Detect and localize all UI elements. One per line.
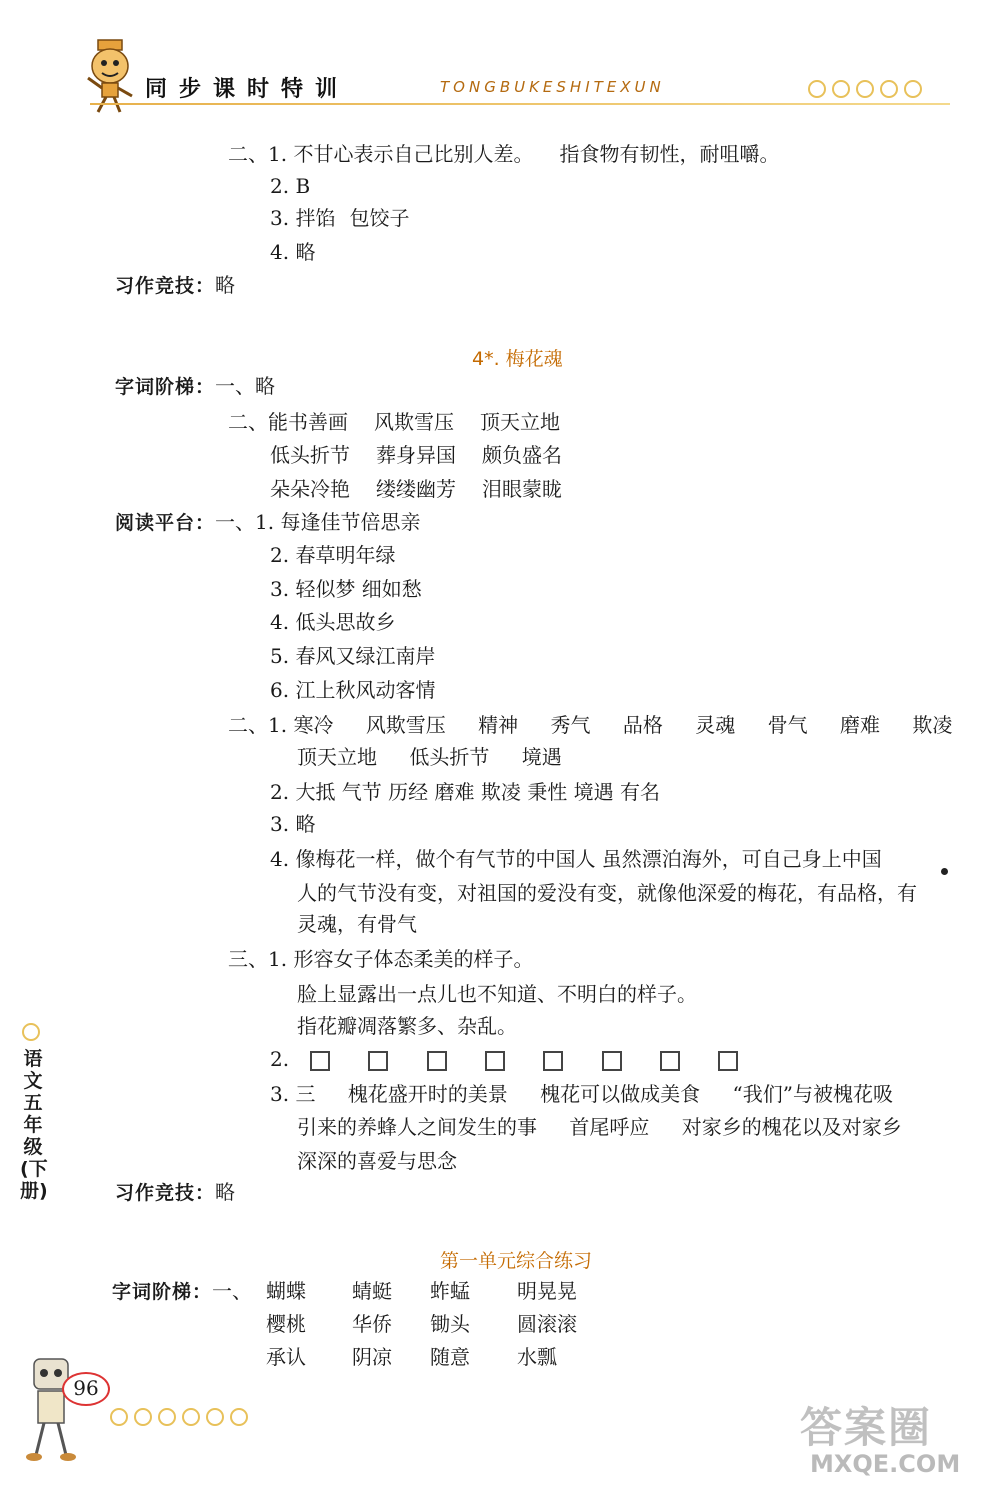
mascot-icon — [76, 36, 140, 120]
header-subtitle: TONGBUKESHITEXUN — [440, 78, 665, 96]
section-label: 字词阶梯： — [115, 376, 216, 398]
circle-icon — [880, 80, 898, 98]
circle-icon — [182, 1408, 200, 1426]
yuedu-item: 5. 春风又绿江南岸 — [270, 644, 436, 668]
san-1-line-2: 脸上显露出一点儿也不知道、不明白的样子。 — [297, 982, 697, 1006]
answer-text: 二、 — [228, 410, 268, 434]
word: 磨难 — [839, 713, 880, 737]
yuedu-item: 3. 轻似梦 细如愁 — [270, 577, 422, 601]
word: 灵魂 — [695, 713, 736, 737]
er-2: 2. 大抵 气节 历经 磨难 欺凌 秉性 境遇 有名 — [270, 780, 660, 804]
word: 风欺雪压 — [374, 410, 454, 434]
answer-text: 槐花可以做成美食 — [540, 1082, 701, 1106]
tone-box-icon — [485, 1051, 505, 1071]
tone-box-icon — [602, 1051, 622, 1071]
dot-icon — [941, 868, 948, 875]
circle-icon — [808, 80, 826, 98]
prev-er-2: 2. B — [270, 174, 311, 198]
watermark-url: MXQE.COM — [810, 1450, 961, 1478]
xizuo-row — [115, 1180, 235, 1205]
word: 缕缕幽芳 — [376, 477, 456, 501]
word: 颇负盛名 — [482, 443, 562, 467]
answer-text: 一、略 — [215, 374, 276, 398]
unit-word: 蝴蝶 — [266, 1279, 306, 1303]
word: 品格 — [622, 713, 663, 737]
circle-icon — [158, 1408, 176, 1426]
unit-word: 华侨 — [352, 1312, 392, 1336]
answer-text: 指食物有韧性，耐咀嚼。 — [559, 142, 780, 166]
word: 顶天立地 — [480, 410, 560, 434]
section-label: 习作竞技： — [115, 275, 216, 297]
header-circles — [808, 80, 922, 98]
tone-box-icon — [427, 1051, 447, 1071]
prev-er-4: 4. 略 — [270, 240, 316, 264]
word: 葬身异国 — [376, 443, 456, 467]
page-number: 96 — [73, 1376, 99, 1400]
answer-text: 一、1. 每逢佳节倍思亲 — [215, 510, 421, 534]
word: 低头折节 — [270, 443, 350, 467]
yuedu-row-1 — [115, 510, 420, 535]
header-title: 同步课时特训 — [145, 77, 350, 102]
yuedu-item: 2. 春草明年绿 — [270, 543, 396, 567]
tone-box-icon — [718, 1051, 738, 1071]
word: 精神 — [478, 713, 519, 737]
word: 风欺雪压 — [365, 713, 446, 737]
answer-text: 一、 — [212, 1279, 253, 1303]
unit-word: 随意 — [430, 1345, 470, 1369]
prev-er-1 — [228, 142, 779, 166]
robot-mascot-icon — [22, 1355, 82, 1469]
watermark-logo: 答案圈 — [800, 1403, 933, 1452]
answer-text: 首尾呼应 — [569, 1115, 650, 1139]
circle-icon — [230, 1408, 248, 1426]
unit-word: 蜻蜓 — [352, 1279, 392, 1303]
tone-box-icon — [368, 1051, 388, 1071]
word: 朵朵冷艳 — [270, 477, 350, 501]
san-3-line-2 — [297, 1115, 902, 1139]
word: 低头折节 — [409, 745, 490, 769]
unit-word: 阴凉 — [352, 1345, 392, 1369]
answer-text: 包饺子 — [349, 206, 410, 230]
er-4-line-2: 人的气节没有变，对祖国的爱没有变，就像他深爱的梅花，有品格，有 — [297, 881, 917, 905]
answer-text: 略 — [215, 273, 236, 297]
san-2 — [270, 1047, 738, 1071]
er-4-line-1: 4. 像梅花一样，做个有气节的中国人 虽然漂泊海外，可自己身上中国 — [270, 847, 882, 871]
san-3-line-1 — [270, 1082, 893, 1106]
er-1-words — [228, 713, 952, 737]
header-divider — [90, 103, 950, 105]
answer-text: 3. 三 — [270, 1082, 316, 1106]
er-1-words-2 — [297, 745, 562, 769]
zici-row — [115, 374, 275, 399]
word: 泪眼蒙眬 — [482, 477, 562, 501]
unit-row-1 — [112, 1279, 252, 1304]
tone-box-icon — [660, 1051, 680, 1071]
answer-text: 对家乡的槐花以及对家乡 — [681, 1115, 902, 1139]
word: 秀气 — [550, 713, 591, 737]
section-label: 习作竞技： — [115, 1182, 216, 1204]
word: 顶天立地 — [297, 745, 377, 769]
answer-text: 引来的养蜂人之间发生的事 — [297, 1115, 537, 1139]
yuedu-item: 4. 低头思故乡 — [270, 610, 396, 634]
san-3-line-3: 深深的喜爱与思念 — [297, 1149, 457, 1173]
circle-icon — [110, 1408, 128, 1426]
words-row-3 — [270, 477, 562, 501]
unit-word: 锄头 — [430, 1312, 470, 1336]
answer-text: 二、1. — [228, 713, 288, 737]
unit-word: 樱桃 — [266, 1312, 306, 1336]
word: 能书善画 — [268, 410, 348, 434]
circle-icon — [134, 1408, 152, 1426]
section-label: 阅读平台： — [115, 512, 216, 534]
footer-circles — [110, 1408, 248, 1426]
word: 欺凌 — [912, 713, 953, 737]
san-1-line-3: 指花瓣凋落繁多、杂乱。 — [297, 1014, 517, 1038]
circle-icon — [22, 1023, 40, 1041]
unit-word: 圆滚滚 — [517, 1312, 577, 1336]
answer-text: “我们”与被槐花吸 — [732, 1082, 893, 1106]
answer-text: 略 — [215, 1180, 236, 1204]
answer-text: 3. 拌馅 — [270, 206, 336, 230]
words-row-2 — [270, 443, 562, 467]
er-3: 3. 略 — [270, 812, 316, 836]
section-title-unit: 第一单元综合练习 — [440, 1250, 593, 1272]
unit-word: 承认 — [266, 1345, 306, 1369]
circle-icon — [856, 80, 874, 98]
yuedu-item: 6. 江上秋风动客情 — [270, 678, 436, 702]
word: 境遇 — [521, 745, 562, 769]
words-row-1 — [228, 410, 560, 434]
answer-text: 2. — [270, 1047, 290, 1071]
section-label: 字词阶梯： — [112, 1281, 213, 1303]
word: 寒冷 — [293, 713, 334, 737]
answer-text: 二、1. 不甘心表示自己比别人差。 — [228, 142, 534, 166]
san-1-line-1: 三、1. 形容女子体态柔美的样子。 — [228, 947, 534, 971]
side-label: 语文 五年级(下册) — [20, 1048, 48, 1202]
section-title-4: 4*. 梅花魂 — [472, 348, 563, 370]
unit-word: 水瓢 — [517, 1345, 557, 1369]
unit-word: 蚱蜢 — [430, 1279, 470, 1303]
prev-er-3 — [270, 206, 409, 230]
prev-xizuo — [115, 273, 235, 298]
word: 骨气 — [767, 713, 808, 737]
tone-box-icon — [310, 1051, 330, 1071]
circle-icon — [206, 1408, 224, 1426]
tone-box-icon — [543, 1051, 563, 1071]
er-4-line-3: 灵魂，有骨气 — [297, 912, 417, 936]
circle-icon — [832, 80, 850, 98]
answer-text: 槐花盛开时的美景 — [347, 1082, 508, 1106]
circle-icon — [904, 80, 922, 98]
unit-word: 明晃晃 — [517, 1279, 577, 1303]
